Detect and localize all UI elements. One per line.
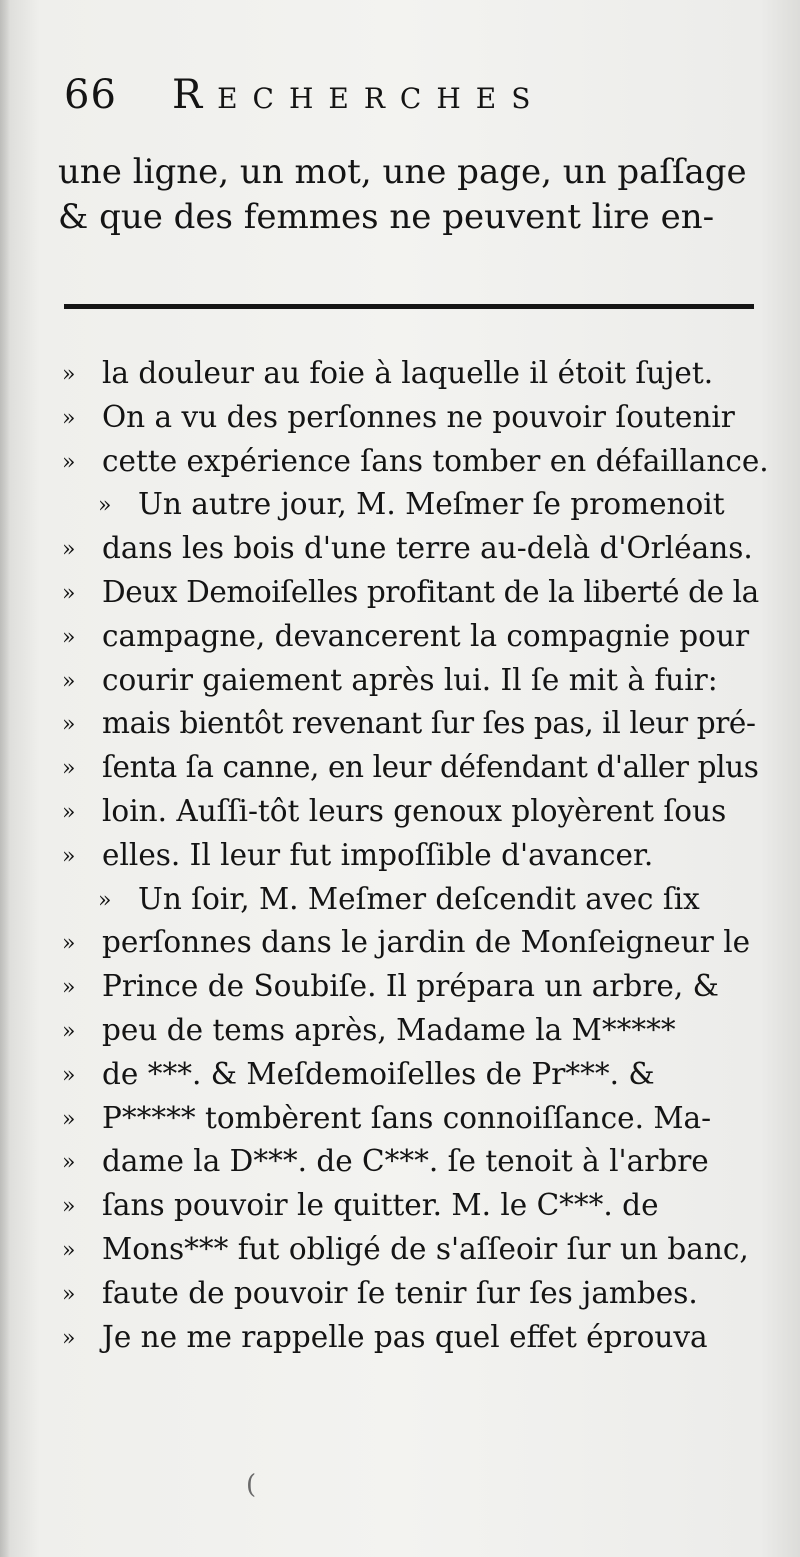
quotation-mark: »: [62, 449, 76, 475]
footnote-line: [62, 1228, 770, 1272]
quotation-mark: »: [62, 712, 76, 738]
footnote-line: [62, 1316, 770, 1360]
quotation-mark: »: [62, 1237, 76, 1263]
footnote-line: [62, 702, 770, 746]
quotation-mark: »: [62, 1150, 76, 1176]
footnote-line-text: ſans pouvoir le quitter. M. le C***. de: [102, 1188, 659, 1223]
footnote-line: [62, 483, 770, 527]
footnote-line: [62, 571, 770, 615]
footnote-line-text: campagne, devancerent la compagnie pour: [102, 618, 750, 653]
footnote-line-text: la douleur au foie à laquelle il étoit ſujet.: [102, 356, 714, 390]
quotation-mark: »: [62, 1325, 76, 1351]
quotation-mark: »: [62, 1062, 76, 1088]
quotation-mark: »: [62, 799, 76, 825]
quotation-mark: »: [62, 668, 76, 694]
footnote-line: [62, 440, 770, 484]
footnote-line: [62, 1184, 770, 1228]
footnote-line: [62, 965, 770, 1009]
footnote-line: [62, 1097, 770, 1141]
quotation-mark: »: [62, 1194, 76, 1220]
footnote-line: [62, 921, 770, 965]
quotation-mark: »: [62, 1106, 76, 1132]
footnote-line: [62, 1272, 770, 1316]
footnote-line-text: loin. Auſſi-tôt leurs genoux ployèrent ſous: [102, 793, 727, 828]
quotation-mark: »: [62, 580, 76, 606]
footnote-line-text: dans les bois d'une terre au-delà d'Orléans.: [102, 531, 753, 566]
footnote-line: [62, 834, 770, 878]
main-text: [58, 150, 770, 240]
footnote-rule: [64, 304, 754, 309]
footnote-line-text: peu de tems après, Madame la M*****: [102, 1012, 676, 1047]
quotation-mark: »: [62, 843, 76, 869]
footnote-line-text: On a vu des perſonnes ne pouvoir ſoutenir: [102, 399, 735, 434]
footnote-line: [62, 1140, 770, 1184]
quotation-mark: »: [62, 975, 76, 1001]
bottom-mark: (: [246, 1470, 257, 1500]
footnote-line-text: P***** tombèrent ſans connoiſſance. Ma-: [102, 1100, 712, 1135]
footnote-line: [62, 396, 770, 440]
main-text-line: & que des femmes ne peuvent lire en-: [58, 197, 715, 237]
footnote-line: [62, 790, 770, 834]
footnote-line-text: Un autre jour, M. Meſmer ſe promenoit: [138, 487, 725, 522]
footnote-line: [62, 352, 770, 396]
quotation-mark: »: [62, 537, 76, 563]
footnote-line: [62, 1009, 770, 1053]
footnote-line-text: Mons*** fut obligé de s'aſſeoir ſur un banc,: [102, 1231, 749, 1266]
footnote-line-text: Un ſoir, M. Meſmer deſcendit avec ſix: [138, 881, 700, 916]
quotation-mark: »: [62, 931, 76, 957]
quotation-mark: »: [62, 362, 76, 387]
footnote-line: [62, 878, 770, 922]
footnote-line-text: ſenta ſa canne, en leur défendant d'aller plus: [102, 750, 759, 785]
quotation-mark: »: [62, 405, 76, 431]
quotation-mark: »: [98, 887, 112, 913]
footnote-line-text: Deux Demoiſelles profitant de la liberté de la: [102, 574, 759, 609]
footnote-line-text: cette expérience ſans tomber en défaillance.: [102, 443, 769, 478]
footnote-line-text: courir gaiement après lui. Il ſe mit à fuir:: [102, 662, 718, 697]
footnote-line: [62, 615, 770, 659]
footnote-line: [62, 1053, 770, 1097]
running-head: [64, 72, 764, 132]
footnote: [62, 352, 770, 1359]
footnote-line-text: de ***. & Meſdemoiſelles de Pr***. &: [102, 1056, 655, 1091]
footnote-line: [62, 527, 770, 571]
footnote-line: [62, 659, 770, 703]
footnote-line-text: dame la D***. de C***. ſe tenoit à l'arbre: [102, 1144, 709, 1179]
quotation-mark: »: [62, 624, 76, 650]
quotation-mark: »: [62, 1018, 76, 1044]
footnote-line-text: perſonnes dans le jardin de Monſeigneur le: [102, 925, 751, 960]
footnote-line: [62, 746, 770, 790]
running-title: Recherches: [172, 72, 546, 118]
footnote-line-text: elles. Il leur fut impoſſible d'avancer.: [102, 837, 654, 872]
quotation-mark: »: [98, 493, 112, 519]
footnote-line-text: Prince de Soubiſe. Il prépara un arbre, &: [102, 969, 719, 1004]
quotation-mark: »: [62, 756, 76, 782]
main-text-line: une ligne, un mot, une page, un paſſage: [58, 152, 747, 192]
footnote-line-text: mais bientôt revenant ſur ſes pas, il leur pré-: [102, 706, 756, 741]
footnote-line-text: Je ne me rappelle pas quel effet éprouva: [102, 1319, 708, 1354]
page-number: 66: [64, 72, 117, 118]
quotation-mark: »: [62, 1281, 76, 1307]
gutter-shadow: [0, 0, 10, 1557]
footnote-line-text: faute de pouvoir ſe tenir ſur ſes jambes.: [102, 1275, 698, 1310]
